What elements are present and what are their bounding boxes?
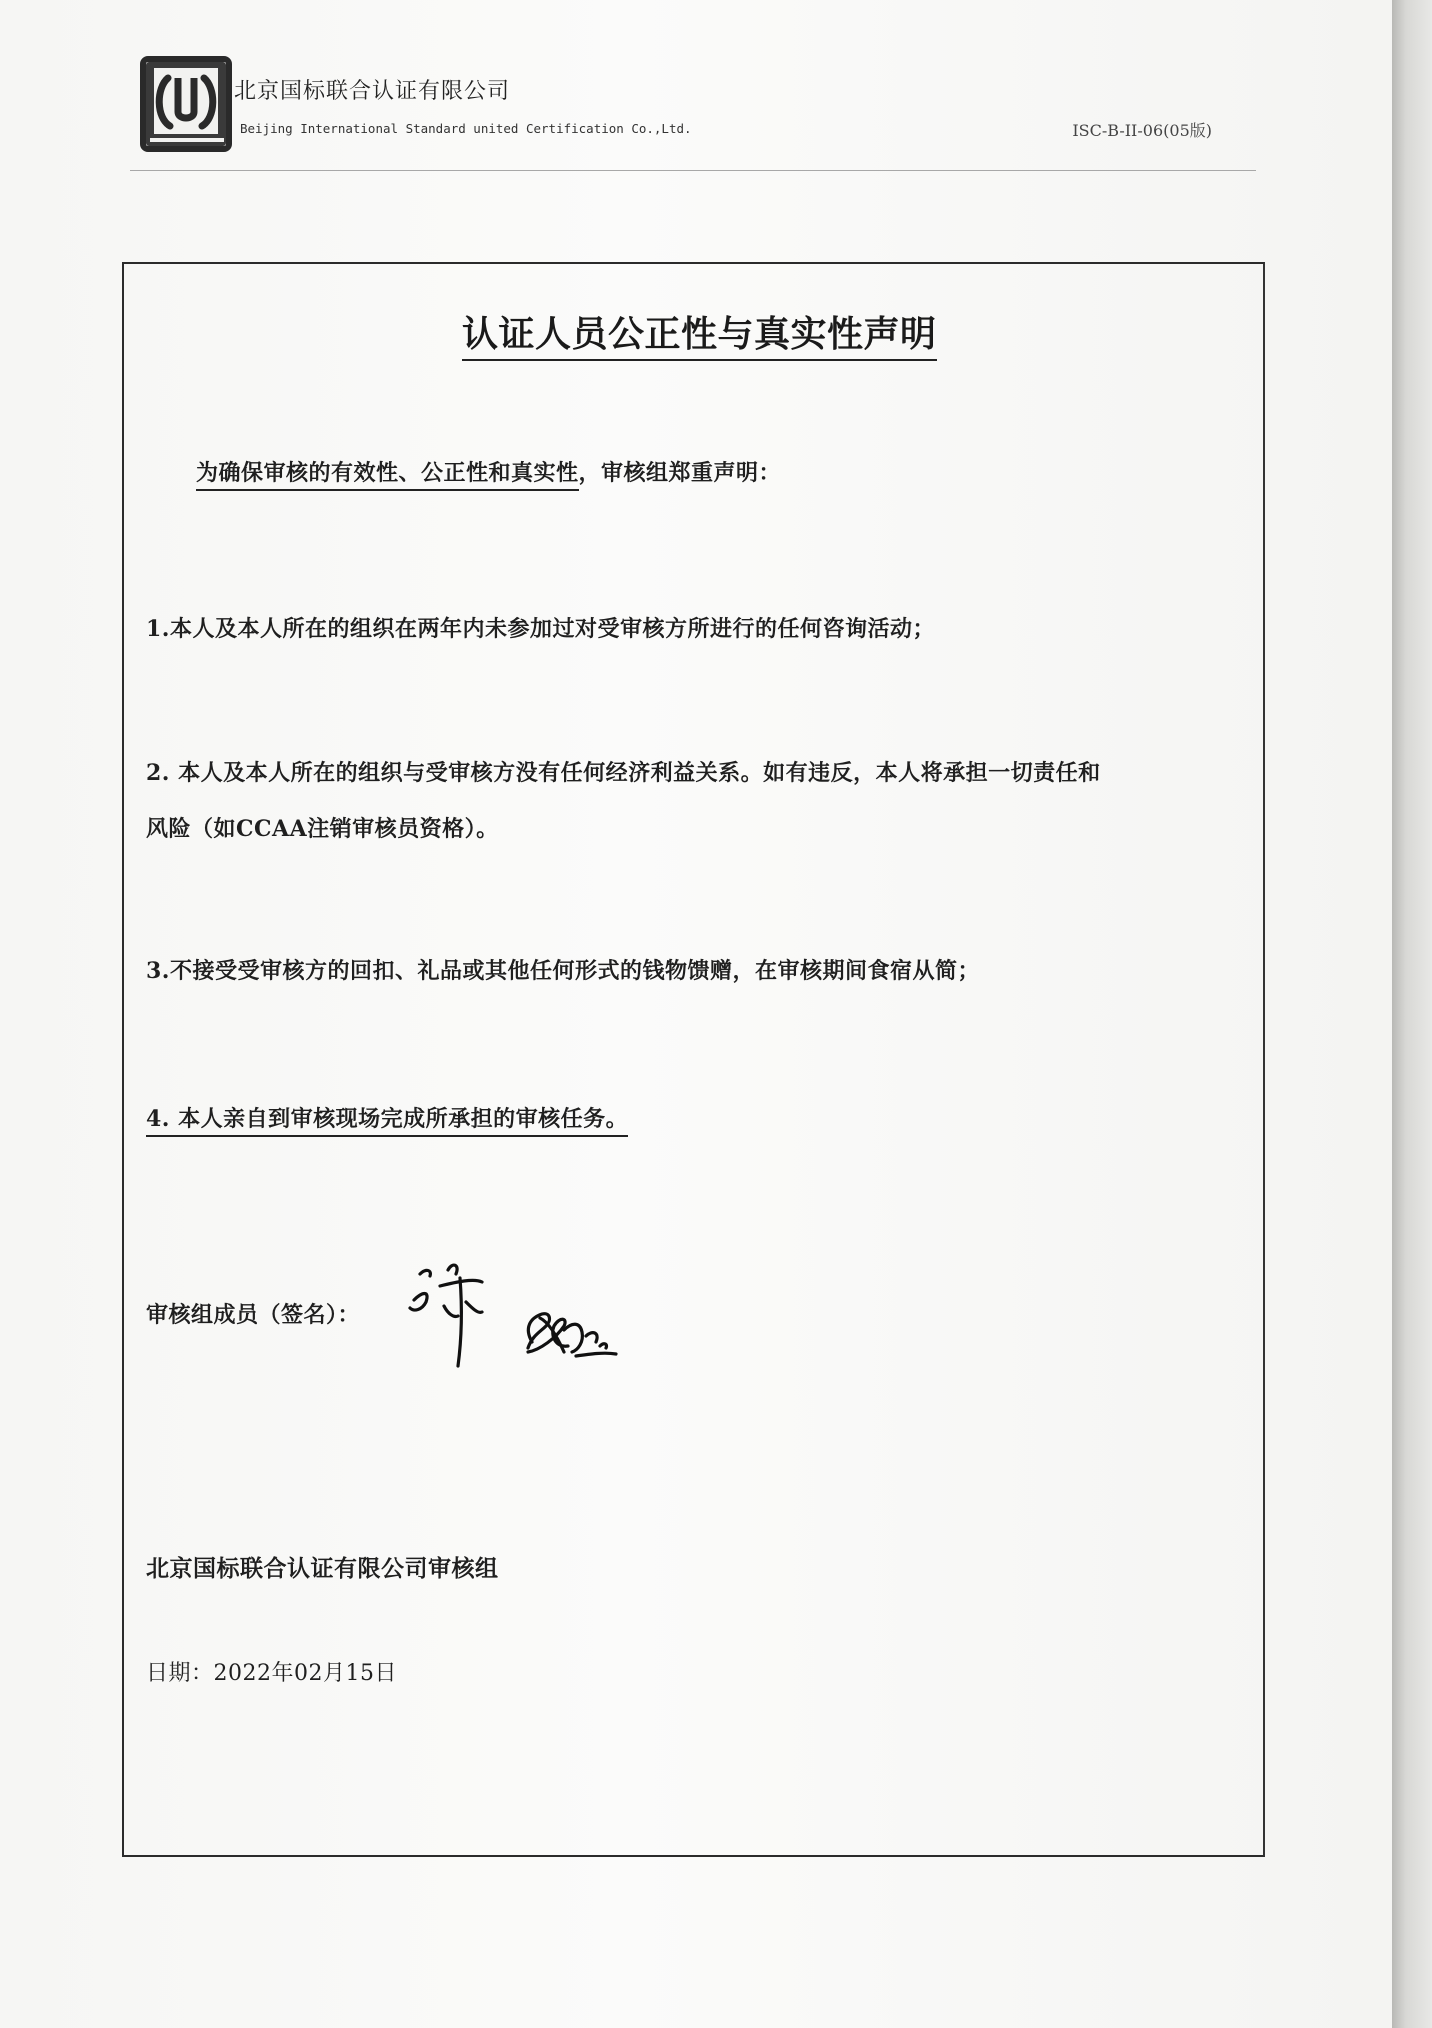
intro-rest-text: ，审核组郑重声明： [578, 460, 782, 486]
clause-4-text: 4. 本人亲自到审核现场完成所承担的审核任务。 [146, 1106, 628, 1137]
header-divider [130, 170, 1256, 171]
auditing-team-name: 北京国标联合认证有限公司审核组 [146, 1555, 499, 1582]
company-name-en: Beijing International Standard united Certification Co.,Ltd. [240, 121, 692, 136]
clause-2-line-1: 2. 本人及本人所在的组织与受审核方没有任何经济利益关系。如有违反，本人将承担一切责任和 [146, 760, 1101, 786]
clause-1: 1.本人及本人所在的组织在两年内未参加过对受审核方所进行的任何咨询活动； [146, 616, 935, 642]
declaration-border [122, 262, 1265, 1857]
company-name-cn: 北京国标联合认证有限公司 [234, 79, 511, 104]
company-logo-icon [140, 56, 232, 154]
declaration-date: 日期：2022年02月15日 [146, 1661, 397, 1686]
clause-4 [146, 1102, 628, 1133]
clause-2-line-2: 风险（如CCAA注销审核员资格）。 [146, 816, 499, 842]
handwritten-signature [400, 1256, 650, 1396]
signature-label: 审核组成员（签名）： [146, 1302, 361, 1328]
intro-paragraph [196, 456, 781, 487]
clause-3: 3.不接受受审核方的回扣、礼品或其他任何形式的钱物馈赠，在审核期间食宿从简； [146, 958, 980, 984]
page-edge-shadow [1392, 0, 1432, 2028]
intro-underlined-text: 为确保审核的有效性、公正性和真实性 [196, 460, 579, 491]
document-code: ISC-B-II-06(05版) [1072, 121, 1212, 140]
page-title: 认证人员公正性与真实性声明 [462, 306, 937, 361]
